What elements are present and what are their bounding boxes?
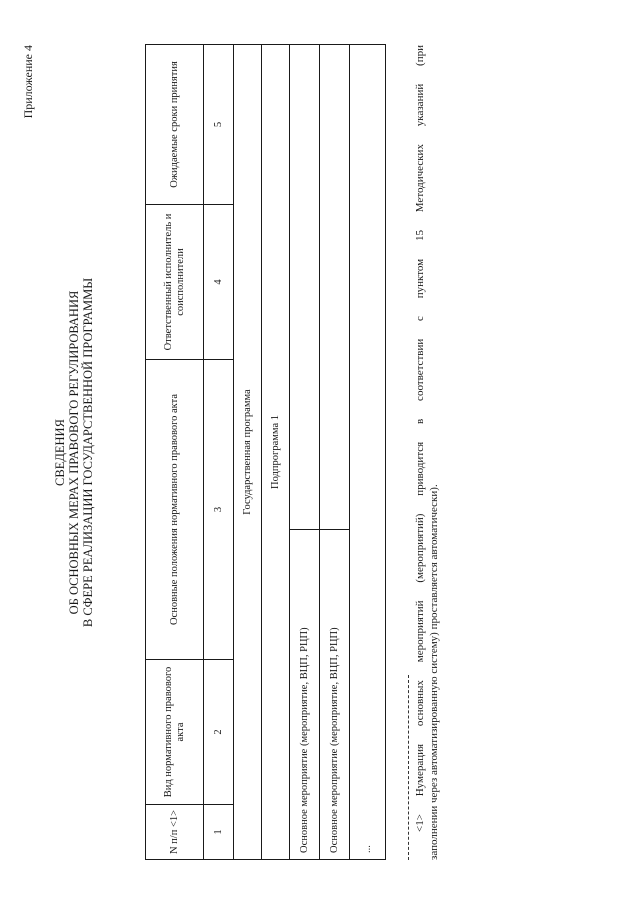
header-deadlines: Ожидаемые сроки принятия — [146, 44, 204, 204]
title-line-3: В СФЕРЕ РЕАЛИЗАЦИИ ГОСУДАРСТВЕННОЙ ПРОГРАММЫ — [81, 277, 95, 628]
row-main-measure-2-empty — [320, 44, 350, 529]
row-main-measure-2: Основное мероприятие (мероприятие, ВЦП, РЦП) — [320, 529, 350, 859]
header-provisions: Основные положения нормативного правового акта — [146, 359, 204, 659]
column-number-4: 4 — [204, 204, 234, 359]
row-state-program: Государственная программа — [234, 44, 262, 859]
header-number: N п/п <1> — [146, 804, 204, 859]
row-ellipsis: ... — [350, 44, 386, 859]
row-subprogram: Подпрограмма 1 — [262, 44, 290, 859]
document-title — [53, 0, 95, 905]
row-main-measure-1: Основное мероприятие (мероприятие, ВЦП, РЦП) — [290, 529, 320, 859]
footnote — [413, 45, 441, 860]
column-number-2: 2 — [204, 659, 234, 804]
footnote-divider — [408, 675, 409, 860]
row-main-measure-1-empty — [290, 44, 320, 529]
footnote-line-1: <1> Нумерация основных мероприятий (мероприятий) приводится в соответствии с пунктом 15 Методических указаний (при — [414, 45, 426, 832]
header-executor: Ответственный исполнитель и соисполнители — [146, 204, 204, 359]
title-line-1: СВЕДЕНИЯ — [53, 419, 67, 486]
footnote-line-2: заполнении через автоматизированную систему) проставляется автоматически). — [428, 484, 440, 860]
measures-table — [145, 44, 386, 860]
column-number-3: 3 — [204, 359, 234, 659]
header-act-type: Вид нормативного правового акта — [146, 659, 204, 804]
column-number-1: 1 — [204, 804, 234, 859]
column-number-5: 5 — [204, 44, 234, 204]
title-line-2: ОБ ОСНОВНЫХ МЕРАХ ПРАВОВОГО РЕГУЛИРОВАНИЯ — [67, 290, 81, 615]
appendix-label: Приложение 4 — [21, 45, 35, 119]
